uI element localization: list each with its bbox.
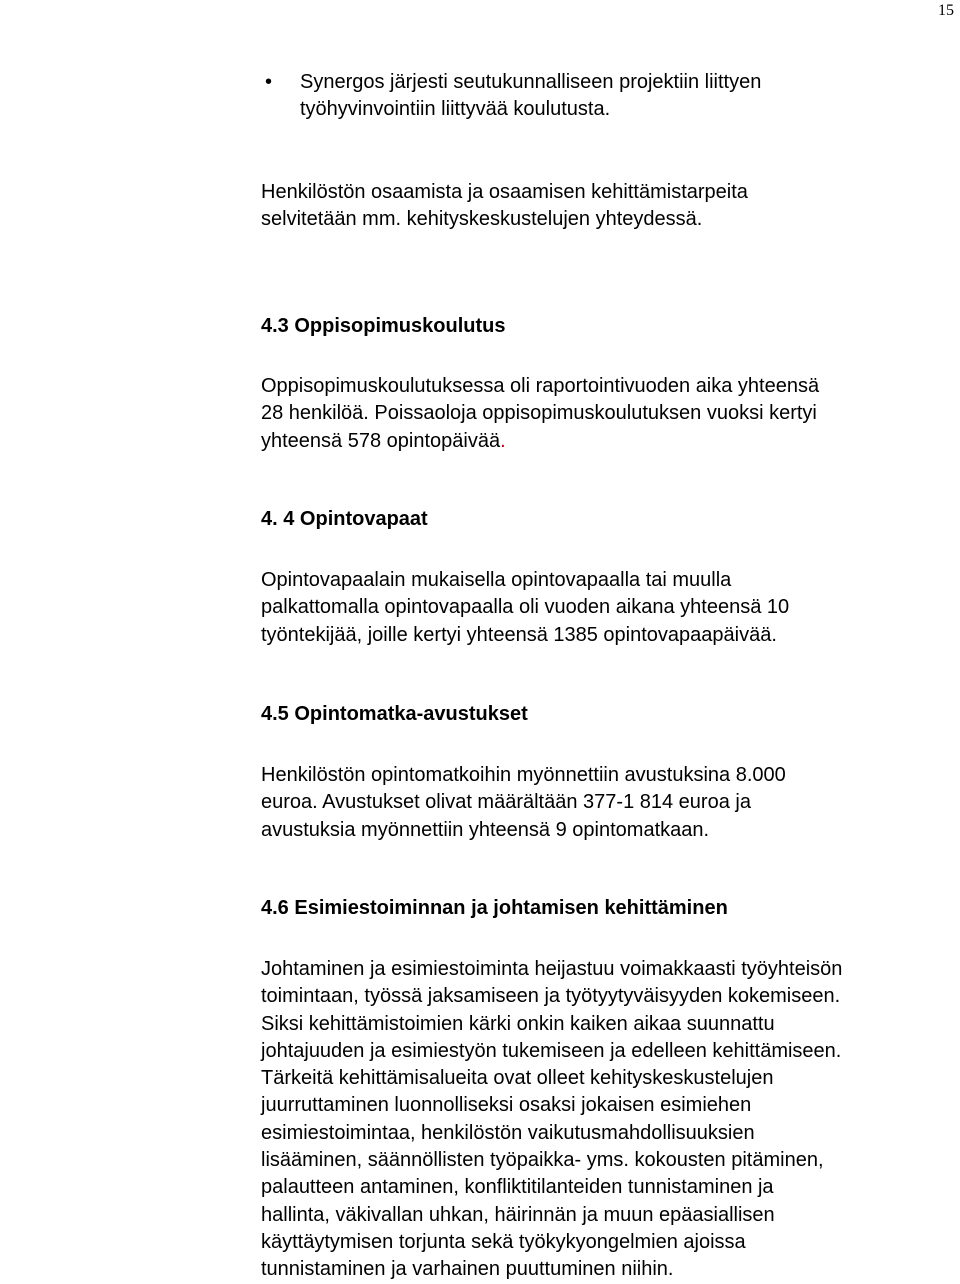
text-line: juurruttaminen luonnolliseksi osaksi jokaisen esimiehen	[261, 1094, 752, 1117]
text-line: euroa. Avustukset olivat määrältään 377-1 814 euroa ja	[261, 791, 751, 814]
section-heading-4-3: 4.3 Oppisopimuskoulutus	[261, 315, 506, 337]
text-line: Johtaminen ja esimiestoiminta heijastuu voimakkaasti työyhteisön	[261, 958, 843, 980]
text-line: palautteen antaminen, konfliktitilanteiden tunnistaminen ja	[261, 1176, 774, 1199]
text-line: lisääminen, säännöllisten työpaikka- yms. kokousten pitäminen,	[261, 1149, 824, 1172]
text-line: Oppisopimuskoulutuksessa oli raportointivuoden aika yhteensä	[261, 375, 820, 397]
section-4-6-paragraph	[261, 956, 956, 1284]
text-line: Opintovapaalain mukaisella opintovapaalla tai muulla	[261, 569, 732, 591]
text-line: käyttäytymisen torjunta sekä työkykyongelmien ajoissa	[261, 1230, 746, 1253]
text-line: hallinta, väkivallan uhkan, häirinnän ja muun epäasiallisen	[261, 1203, 775, 1226]
text-line: selvitetään mm. kehityskeskustelujen yhteydessä.	[261, 208, 703, 231]
bullet-line: työhyvinvointiin liittyvää koulutusta.	[300, 98, 611, 121]
section-heading-4-6: 4.6 Esimiestoiminnan ja johtamisen kehittäminen	[261, 897, 728, 919]
intro-paragraph	[261, 179, 956, 234]
text-line: Siksi kehittämistoimien kärki onkin kaiken aikaa suunnattu	[261, 1012, 775, 1035]
section-4-5-paragraph	[261, 762, 956, 844]
text-line: avustuksia myönnettiin yhteensä 9 opintomatkaan.	[261, 818, 710, 841]
section-4-4-paragraph	[261, 567, 956, 649]
text-line: Henkilöstön osaamista ja osaamisen kehittämistarpeita	[261, 181, 748, 203]
text-line: esimiestoimintaa, henkilöstön vaikutusmahdollisuuksien	[261, 1121, 755, 1144]
bullet-line: Synergos järjesti seutukunnalliseen projektiin liittyen	[300, 71, 762, 93]
text-line: palkattomalla opintovapaalla oli vuoden aikana yhteensä 10	[261, 596, 790, 619]
text-line: Tärkeitä kehittämisalueita ovat olleet kehityskeskustelujen	[261, 1067, 774, 1090]
section-heading-4-4: 4. 4 Opintovapaat	[261, 508, 428, 530]
bullet-dot-icon: •	[265, 71, 273, 93]
text-line: tunnistaminen ja varhainen puuttuminen niihin.	[261, 1258, 674, 1281]
text-line: 28 henkilöä. Poissaoloja oppisopimuskoulutuksen vuoksi kertyi	[261, 402, 817, 425]
bullet-item	[265, 69, 940, 124]
text-line: Henkilöstön opintomatkoihin myönnettiin avustuksina 8.000	[261, 764, 786, 786]
page-number: 15	[938, 2, 954, 19]
text-line: toimintaan, työssä jaksamiseen ja työtyytyväisyyden kokemiseen.	[261, 985, 841, 1008]
text-line	[261, 428, 956, 455]
text-line: työntekijää, joille kertyi yhteensä 1385 opintovapaapäivää.	[261, 623, 777, 646]
text-line-body: yhteensä 578 opintopäivää	[261, 429, 501, 452]
red-period: .	[500, 429, 506, 452]
section-heading-4-5: 4.5 Opintomatka-avustukset	[261, 703, 528, 725]
text-line: johtajuuden ja esimiestyön tukemiseen ja edelleen kehittämiseen.	[261, 1039, 842, 1062]
section-4-3-paragraph	[261, 373, 956, 455]
